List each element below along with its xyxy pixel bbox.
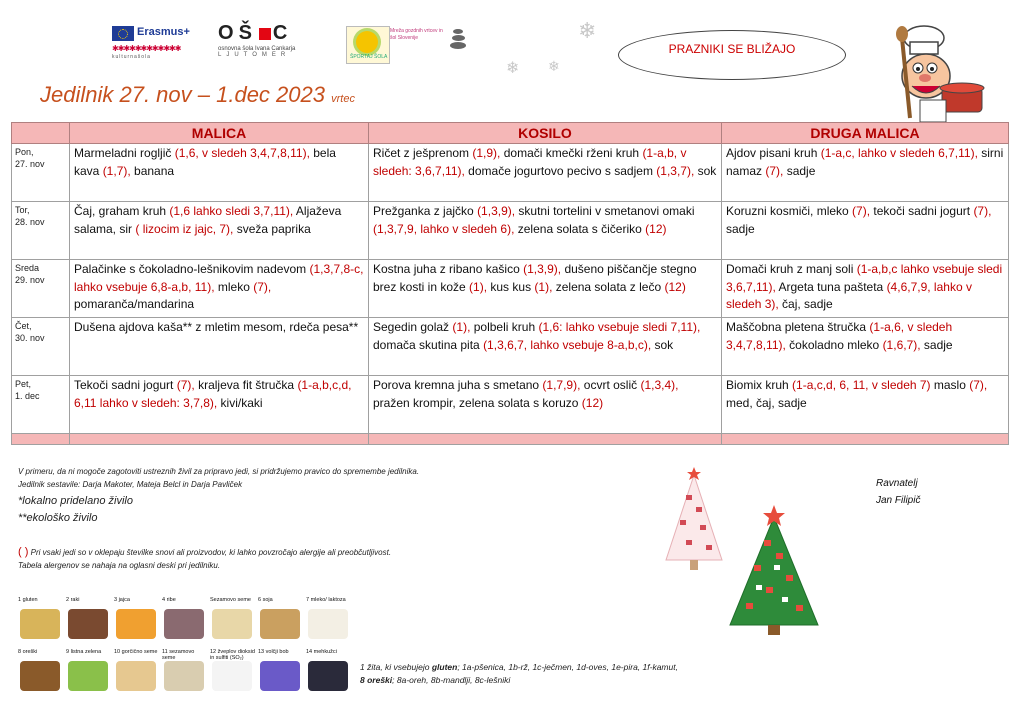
meal-cell-malica <box>70 202 369 260</box>
allergen-label: 13 volčji bob <box>258 649 289 655</box>
allergen-codes: (1-a,c, lahko v sledeh 6,7,11), <box>820 146 978 160</box>
meal-text: Prežganka z jajčko <box>373 204 478 218</box>
eu-flag-icon <box>112 26 134 41</box>
page-title: Jedilnik 27. nov – 1.dec 2023 vrtec <box>40 82 355 107</box>
allergen-item <box>114 597 160 643</box>
allergen-codes: (1,3,6,7, lahko vsebuje 8-a,b,c), <box>483 337 652 352</box>
menu-notes <box>18 465 419 491</box>
allergen-image-icon <box>68 661 108 691</box>
menu-row <box>12 318 1009 376</box>
allergen-codes: (1,3,9), <box>477 204 516 218</box>
stones-icon <box>448 28 468 54</box>
allergen-item <box>210 649 256 695</box>
meal-text: čokoladno mleko <box>785 337 883 352</box>
meal-text: zelena solata s čičeriko <box>514 221 646 236</box>
allergen-codes: (1,6, v sledeh 3,4,7,8,11), <box>174 146 310 160</box>
footer-cell <box>369 434 722 445</box>
allergen-legend: 1 žita, ki vsebujejo gluten; 1a-pšenica, 1b-rž, 1c-ječmen, 1d-oves, 1e-pira, 1f-kamut, 8 oreški; 8a-oreh, 8b-mandlji, 8c-lešniki <box>360 662 678 685</box>
allergen-codes: (1-a,c,d, 6, 11, v sledeh 7) <box>792 378 931 392</box>
allergen-label: Sezamovo seme <box>210 597 251 603</box>
menu-header-row <box>12 123 1009 144</box>
allergen-item <box>162 649 208 695</box>
allergen-codes: (12) <box>581 395 604 410</box>
allergen-codes: (1,3,7,8-c, lahko vsebuje 6,8-a,b, 11), <box>74 262 364 294</box>
meal-cell-druga <box>722 144 1009 202</box>
meal-text: Domači kruh z manj soli <box>726 262 857 276</box>
meal-text: tekoči sadni jogurt <box>870 204 974 218</box>
allergen-codes: (1,7,9), <box>542 378 581 392</box>
allergen-codes: (7), <box>852 204 871 218</box>
allergen-label: 14 mehkužci <box>306 649 337 655</box>
column-header-malica: MALICA <box>70 123 369 144</box>
meal-text: domači kmečki rženi kruh <box>500 146 643 160</box>
allergen-codes: (12) <box>645 221 667 236</box>
meal-cell-kosilo <box>369 376 722 434</box>
allergen-label: 9 listna zelena <box>66 649 102 655</box>
allergen-image-icon <box>260 609 300 639</box>
allergen-codes: (4,6,7,9, lahko v sledeh 3), <box>726 279 972 311</box>
meal-text: Segedin golaž <box>373 320 453 334</box>
meal-cell-druga <box>722 318 1009 376</box>
menu-authors: Jedilnik sestavile: Darja Makoter, Mateja Belcl in Darja Pavliček <box>18 480 243 489</box>
footer-cell <box>70 434 369 445</box>
snowflake-icon: ❄ <box>506 60 520 77</box>
meal-text: polbeli kruh <box>470 320 539 334</box>
allergen-codes: (7), <box>973 204 992 218</box>
school-logo <box>218 22 338 64</box>
allergen-codes: (1,3,4), <box>640 378 679 392</box>
holidays-cloud <box>618 30 846 80</box>
allergen-item <box>162 597 208 643</box>
allergen-item <box>66 649 112 695</box>
allergen-image-icon <box>164 661 204 691</box>
allergen-image-icon <box>20 661 60 691</box>
meal-text: Kostna juha z ribano kašico <box>373 262 524 276</box>
allergen-item <box>114 649 160 695</box>
allergy-notes <box>18 546 391 572</box>
allergen-codes: (1,7), <box>102 163 131 178</box>
meal-text: Maščobna pletena štručka <box>726 320 870 334</box>
meal-text: Aljaževa salama, sir <box>74 204 342 236</box>
allergen-image-icon <box>116 661 156 691</box>
allergen-label: 3 jajca <box>114 597 130 603</box>
meal-text: Biomix kruh <box>726 378 793 392</box>
allergen-codes: (1), <box>469 279 488 294</box>
corner-cell <box>12 123 70 144</box>
allergen-image-icon <box>308 609 348 639</box>
allergen-label: 6 soja <box>258 597 273 603</box>
menu-row <box>12 260 1009 318</box>
allergen-codes: (1,6,7), <box>882 337 921 352</box>
meal-text: pomaranča/mandarina <box>74 297 195 311</box>
allergen-codes: (1-a,b,c,d, 6,11 lahko v sledeh: 3,7,8), <box>74 378 352 410</box>
meal-cell-kosilo <box>369 202 722 260</box>
meal-text: med, čaj, sadje <box>726 395 807 410</box>
meal-cell-druga <box>722 260 1009 318</box>
sports-school-label: ŠPORTAJ ŠOLA <box>350 54 388 60</box>
meal-text: Argeta tuna pašteta <box>775 279 887 294</box>
meal-text: Dušena ajdova kaša** z mletim mesom, rdeča pesa** <box>74 320 359 334</box>
forest-network-text: Mreža gozdnih vrtcev in šol Slovenije <box>390 28 443 41</box>
allergen-image-icon <box>212 661 252 691</box>
erasmus-sub: kulturnašola <box>112 54 151 60</box>
meal-text: bela kava <box>74 146 336 178</box>
erasmus-logo <box>112 24 194 62</box>
change-disclaimer: V primeru, da ni mogoče zagotoviti ustreznih živil za pripravo jedi, si pridržujemo pravico do spremembe jedilnika. <box>18 467 420 476</box>
allergen-item <box>66 597 112 643</box>
footer-cell <box>722 434 1009 445</box>
local-food-note: *lokalno pridelano živilo <box>18 495 133 507</box>
sports-school-logo <box>346 26 390 64</box>
meal-text: Koruzni kosmiči, mleko <box>726 204 853 218</box>
menu-row <box>12 376 1009 434</box>
allergen-label: 11 sezamovo seme <box>162 649 195 661</box>
meal-text: banana <box>130 163 175 178</box>
chef-cook-icon <box>880 22 990 126</box>
meal-text: mleko <box>214 279 254 294</box>
allergen-item <box>258 649 304 695</box>
meal-text: kivi/kaki <box>217 395 263 410</box>
allergen-codes: (1), <box>452 320 471 334</box>
meal-cell-kosilo <box>369 260 722 318</box>
allergen-label: 10 gorčično seme <box>114 649 158 655</box>
meal-text: Ajdov pisani kruh <box>726 146 821 160</box>
allergen-item <box>306 597 352 643</box>
allergen-image-icon <box>308 661 348 691</box>
allergen-codes: (1-a,b,c lahko vsebuje sledi 3,6,7,11), <box>726 262 1003 294</box>
allergen-image-icon <box>68 609 108 639</box>
meal-cell-druga <box>722 376 1009 434</box>
allergen-codes: (7), <box>253 279 272 294</box>
sun-icon <box>356 31 378 53</box>
meal-text: sirni namaz <box>726 146 1004 178</box>
day-cell: Čet, 30. nov <box>12 318 70 376</box>
meal-text: čaj, sadje <box>778 297 833 311</box>
meal-text: skutni tortelini v smetanovi omaki <box>515 204 695 218</box>
allergen-codes: (7), <box>176 378 195 392</box>
meal-text: Ričet z ješprenom <box>373 146 473 160</box>
meal-text: sveža paprika <box>233 221 311 236</box>
day-cell: Sreda 29. nov <box>12 260 70 318</box>
allergen-item <box>210 597 256 643</box>
meal-text: Marmeladni rogljič <box>74 146 175 160</box>
meal-text: zelena solata z lečo <box>552 279 665 294</box>
allergen-item <box>18 597 64 643</box>
holidays-text: PRAZNIKI SE BLIŽAJO <box>668 42 796 56</box>
column-header-kosilo: KOSILO <box>369 123 722 144</box>
meal-text: dušeno piščančje stegno brez kosti in kože <box>373 262 697 294</box>
day-cell: Pet, 1. dec <box>12 376 70 434</box>
allergen-label: 2 raki <box>66 597 80 603</box>
menu-row <box>12 144 1009 202</box>
allergen-codes: (1-a,b, v sledeh: 3,6,7,11), <box>373 146 687 178</box>
allergen-label: 8 oreški <box>18 649 38 655</box>
meal-text: sok <box>651 337 674 352</box>
allergen-image-icon <box>116 609 156 639</box>
parentheses-marker: ( ) <box>18 546 29 558</box>
day-cell: Pon, 27. nov <box>12 144 70 202</box>
eco-food-note: **ekološko živilo <box>18 512 98 524</box>
allergen-codes: (1,6: lahko vsebuje sledi 7,11), <box>538 320 701 334</box>
allergen-image-icon <box>212 609 252 639</box>
meal-text: Tekoči sadni jogurt <box>74 378 177 392</box>
snowflake-icon: ❄ <box>548 58 560 74</box>
meal-text: sadje <box>920 337 953 352</box>
meal-text: ocvrt oslič <box>580 378 641 392</box>
allergen-codes: (1,3,9), <box>523 262 562 276</box>
meal-text: Porova kremna juha s smetano <box>373 378 543 392</box>
meal-text: sadje <box>783 163 816 178</box>
allergen-grid <box>18 597 358 697</box>
menu-row <box>12 202 1009 260</box>
allergen-label: 1 gluten <box>18 597 38 603</box>
allergen-codes: (7), <box>969 378 988 392</box>
meal-text: domača skutina pita <box>373 337 484 352</box>
allergen-image-icon <box>260 661 300 691</box>
allergen-board-note: Tabela alergenov se nahaja na oglasni deski pri jedilniku. <box>18 561 221 570</box>
meal-text: kraljeva fit štručka <box>194 378 298 392</box>
meal-cell-malica <box>70 376 369 434</box>
meal-cell-malica <box>70 318 369 376</box>
allergen-label: 12 žveplov dioksid in sulfiti (SO₂) <box>210 649 255 661</box>
meal-cell-kosilo <box>369 318 722 376</box>
allergen-image-icon <box>164 609 204 639</box>
signature <box>876 475 920 509</box>
allergen-codes: ( lizocim iz jajc, 7), <box>135 221 234 236</box>
signature-name: Jan Filipič <box>876 495 921 506</box>
allergen-codes: (1-a,6, v sledeh 3,4,7,8,11), <box>726 320 953 352</box>
column-header-druga-malica: DRUGA MALICA <box>722 123 1009 144</box>
meal-text: domače jogurtovo pecivo s sadjem <box>464 163 657 178</box>
day-cell: Tor, 28. nov <box>12 202 70 260</box>
meal-text: sok <box>694 163 717 178</box>
food-markers <box>18 493 133 527</box>
allergen-image-icon <box>20 609 60 639</box>
allergen-item <box>258 597 304 643</box>
allergen-label: 4 ribe <box>162 597 176 603</box>
meal-text: pražen krompir, zelena solata s koruzo <box>373 395 582 410</box>
allergen-codes: (1,3,7), <box>656 163 695 178</box>
menu-footer-row <box>12 434 1009 445</box>
meal-text: Palačinke s čokoladno-lešnikovim nadevom <box>74 262 310 276</box>
menu-table <box>11 122 1009 445</box>
meal-cell-druga <box>722 202 1009 260</box>
figures-icon: ✱✱✱✱✱✱✱✱✱✱✱✱ <box>112 44 181 53</box>
footer-cell <box>12 434 70 445</box>
allergen-codes: (1,3,7,9, lahko v sledeh 6), <box>373 221 515 236</box>
meal-text: sadje <box>726 221 755 236</box>
allergen-codes: (1,9), <box>472 146 501 160</box>
meal-text: Čaj, graham kruh <box>74 204 170 218</box>
allergy-note: Pri vsaki jedi so v oklepaju številke snovi ali proizvodov, ki lahko povzročajo alergije ali preobčutljivost. <box>28 548 392 557</box>
meal-text: maslo <box>930 378 970 392</box>
allergen-codes: (1,6 lahko sledi 3,7,11), <box>169 204 294 218</box>
allergen-item <box>18 649 64 695</box>
allergen-codes: (1), <box>534 279 553 294</box>
school-logo-letters: OŠ C <box>218 22 293 44</box>
red-square-icon <box>259 28 271 40</box>
meal-text: kus kus <box>487 279 535 294</box>
school-name: osnovna šola Ivana Cankarja <box>218 46 296 52</box>
allergen-codes: (7), <box>765 163 784 178</box>
allergen-codes: (12) <box>664 279 686 294</box>
allergen-item <box>306 649 352 695</box>
meal-cell-malica <box>70 260 369 318</box>
school-town: LJUTOMER <box>218 52 291 58</box>
allergen-label: 7 mleko/ laktoza <box>306 597 346 603</box>
snowflake-icon: ❄ <box>578 18 597 43</box>
signature-role: Ravnatelj <box>876 478 918 489</box>
meal-cell-malica <box>70 144 369 202</box>
meal-cell-kosilo <box>369 144 722 202</box>
erasmus-name: Erasmus+ <box>137 26 190 38</box>
christmas-trees-illustration <box>656 465 836 635</box>
